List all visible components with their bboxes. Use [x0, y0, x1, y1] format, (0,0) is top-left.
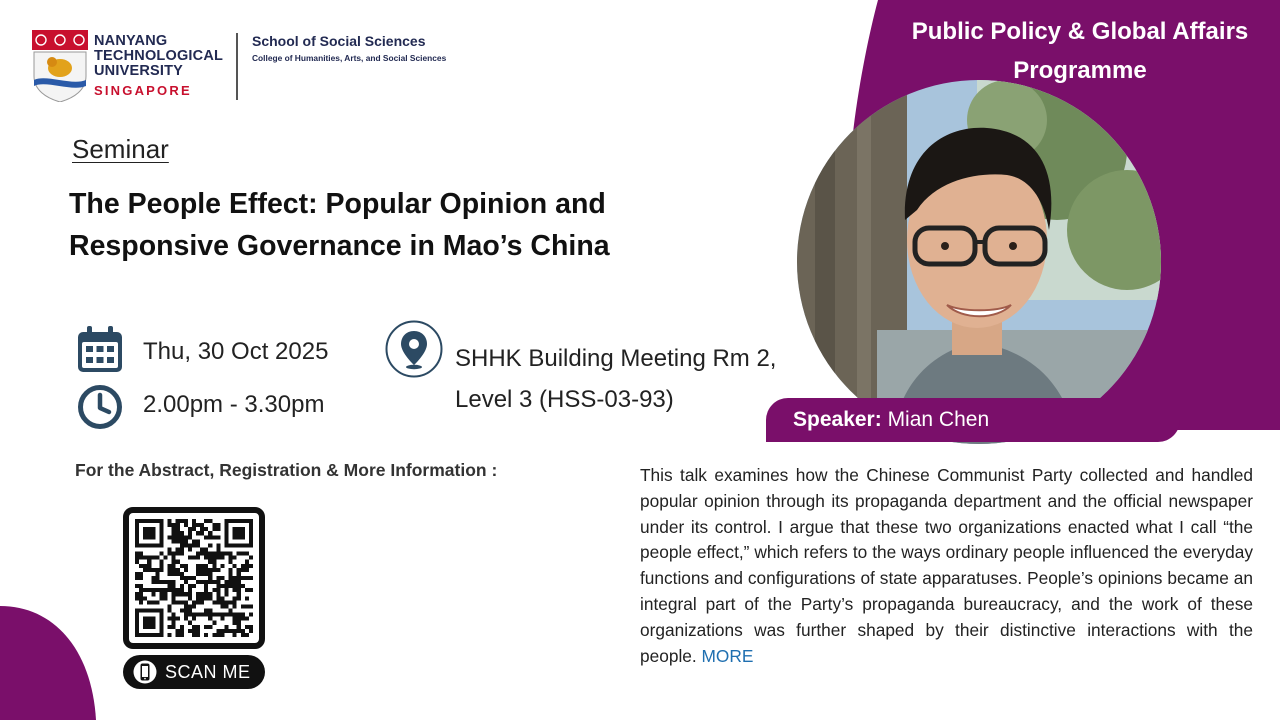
speaker-banner [766, 398, 1180, 442]
talk-title-line-1: The People Effect: Popular Opinion and [69, 188, 606, 220]
logo-divider [236, 33, 238, 100]
event-type-label: Seminar [72, 134, 169, 164]
programme-title [880, 12, 1280, 90]
clock-icon [77, 384, 123, 430]
university-country: SINGAPORE [94, 83, 192, 98]
abstract-body: This talk examines how the Chinese Communist Party collected and handled popular opinion through its propaganda department and the official newspaper under its control. I argue that these two organizations enacted what I call “the people effect,” which refers to the ways ordinary people influenced the everyday functions and configurations of state apparatuses. People’s opinions became an integral part of the Party’s propaganda bureaucracy, and the work of these organizations was further shaped by their distinctive interactions with the people. [640, 465, 1253, 666]
speaker-label: Speaker: [793, 408, 882, 431]
header-logos [32, 30, 472, 102]
event-date: Thu, 30 Oct 2025 [143, 338, 329, 365]
programme-line-2: Programme [1013, 57, 1147, 84]
event-venue [455, 338, 776, 420]
venue-line-2: Level 3 (HSS-03-93) [455, 386, 674, 413]
university-name-line: UNIVERSITY [94, 63, 184, 79]
speaker-name: Mian Chen [887, 408, 990, 431]
talk-title [69, 183, 769, 267]
corner-decoration [0, 606, 96, 720]
venue-line-1: SHHK Building Meeting Rm 2, [455, 345, 777, 372]
school-name: School of Social Sciences [252, 33, 426, 49]
scan-me-label: SCAN ME [165, 662, 251, 682]
registration-heading: For the Abstract, Registration & More Information : [75, 460, 498, 480]
qr-code[interactable] [123, 507, 265, 649]
talk-title-line-2: Responsive Governance in Mao’s China [69, 230, 610, 262]
location-pin-icon [384, 319, 444, 379]
event-time: 2.00pm - 3.30pm [143, 391, 325, 418]
qr-code-pattern [135, 519, 253, 637]
scan-me-badge[interactable] [123, 655, 265, 689]
college-name: College of Humanities, Arts, and Social Sciences [252, 53, 447, 63]
more-link[interactable]: MORE [701, 645, 754, 666]
programme-line-1: Public Policy & Global Affairs [911, 18, 1249, 45]
ntu-crest-icon [32, 30, 88, 102]
abstract-text [640, 463, 1253, 669]
phone-icon [133, 660, 157, 684]
speaker-photo [797, 80, 1161, 444]
university-name-line: NANYANG [94, 33, 168, 49]
university-name-line: TECHNOLOGICAL [94, 48, 224, 64]
calendar-icon [76, 324, 124, 374]
